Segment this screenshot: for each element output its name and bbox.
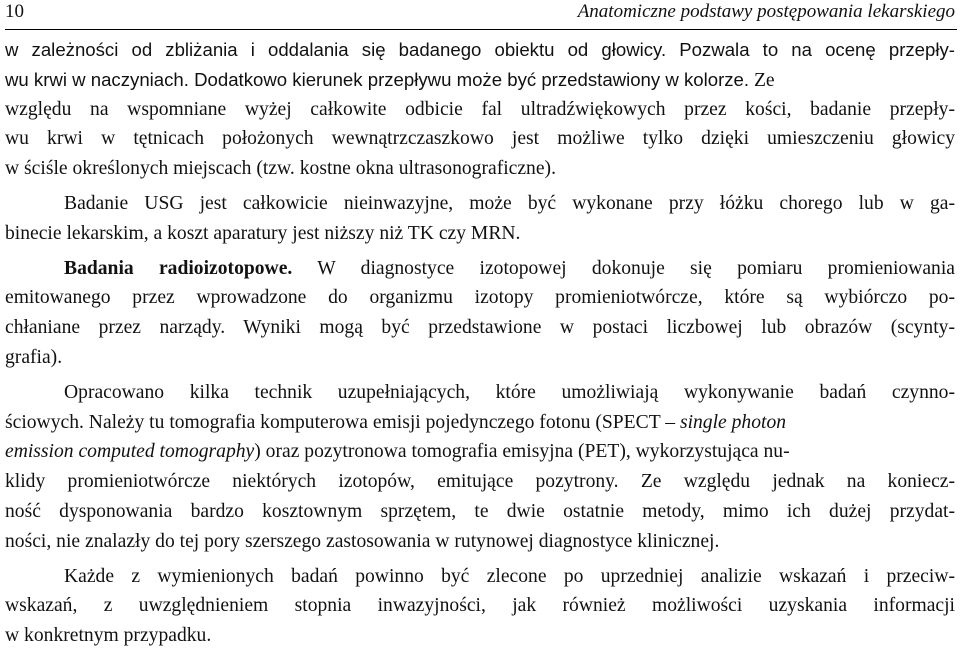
section-heading: Badania radioizotopowe. [64, 257, 293, 279]
text-line [5, 408, 955, 438]
text-line: binecie lekarskim, a koszt aparatury jest niższy niż TK czy MRN. [5, 222, 521, 244]
text-line: wskazań, z uwzględnieniem stopnia inwazyjności, jak również możliwości uzyskania informacji [5, 595, 955, 617]
text-line: Każde z wymienionych badań powinno być zlecone po uprzedniej analizie wskazań i przeciw- [64, 565, 955, 587]
text-line [5, 437, 955, 467]
paragraph-indications [5, 562, 955, 651]
text-run: Ze [749, 69, 775, 91]
text-line: ność dysponowania bardzo kosztownym sprzętem, te dwie ostatnie metody, mimo ich dużej przydat- [5, 500, 955, 522]
text-line: emitowanego przez wprowadzone do organizmu izotopy promieniotwórcze, które są wybiórczo po- [5, 287, 955, 309]
text-line: Badanie USG jest całkowicie nieinwazyjne, może być wykonane przy łóżku chorego lub w ga- [64, 192, 955, 214]
text-line: wu krwi w tętnicach położonych wewnątrzczaszkowo jest możliwe tylko dzięki umieszczeniu głowicy [5, 128, 955, 150]
text-line: Opracowano kilka technik uzupełniających, które umożliwiają wykonywanie badań czynno- [64, 381, 955, 403]
text-line: grafia). [5, 346, 63, 368]
text-line: w zależności od zbliżania i oddalania się badanego obiektu od głowicy. Pozwala to na ocenę przepły- [5, 39, 955, 60]
paragraph-doppler [5, 35, 955, 184]
header-rule [5, 29, 957, 30]
text-run: ) oraz pozytronowa tomografia emisyjna (PET), wykorzystująca nu- [254, 441, 790, 463]
page-number: 10 [5, 1, 24, 22]
text-line [5, 65, 955, 95]
text-line [5, 254, 955, 284]
paragraph-usg [5, 189, 955, 249]
body-text [5, 35, 955, 651]
text-line: klidy promieniotwórcze niektórych izotopów, emitujące pozytrony. Ze względu jednak na koniecz- [5, 471, 955, 493]
page-header [5, 0, 955, 30]
text-line: w ściśle określonych miejscach (tzw. kostne okna ultrasonograficzne). [5, 158, 556, 180]
italic-term: emission computed tomography [5, 441, 255, 463]
italic-term: single photon [679, 411, 787, 433]
text-run: wu krwi w naczyniach. Dodatkowo kierunek przepływu może być przedstawiony w kolorze. [5, 68, 750, 90]
text-run: ściowych. Należy tu tomografia komputerowa emisji pojedynczego fotonu (SPECT – [5, 411, 680, 433]
text-line: chłaniane przez narządy. Wyniki mogą być przedstawione w postaci liczbowej lub obrazów (scynty- [5, 317, 955, 339]
text-line: ności, nie znalazły do tej pory szerszego zastosowania w rutynowej diagnostyce klinicznej. [5, 530, 720, 552]
text-line: względu na wspomniane wyżej całkowite odbicie fal ultradźwiękowych przez kości, badanie przepły- [5, 98, 955, 120]
text-run: W diagnostyce izotopowej dokonuje się pomiaru promieniowania [292, 257, 955, 279]
paragraph-techniques [5, 378, 955, 557]
paragraph-radioisotope [5, 254, 955, 373]
text-line: w konkretnym przypadku. [5, 625, 212, 647]
running-title: Anatomiczne podstawy postępowania lekarskiego [577, 1, 955, 22]
